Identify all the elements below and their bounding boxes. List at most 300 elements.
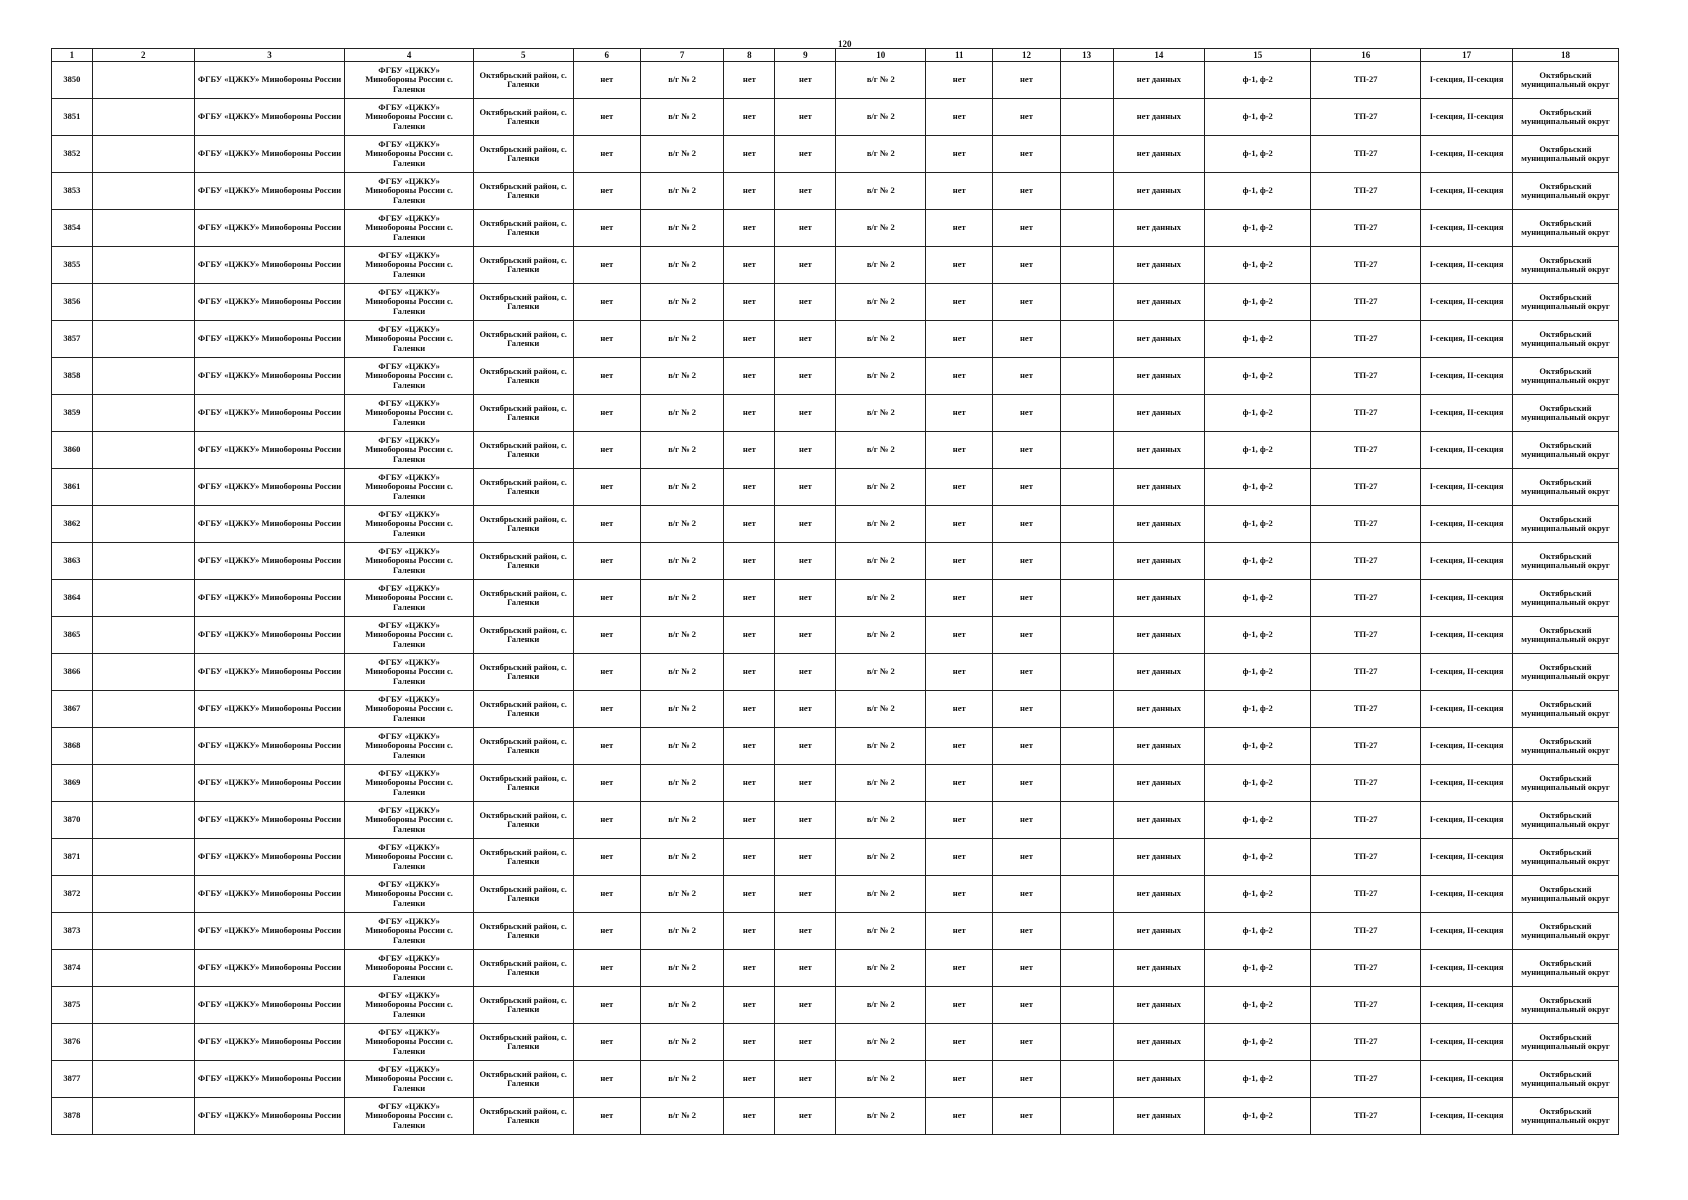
- holder-line-3: Галенки: [392, 897, 426, 908]
- col-14-cell: нет данных: [1113, 913, 1205, 950]
- holder-line-1: ФГБУ «ЦЖКУ»: [378, 1100, 440, 1111]
- col-17-cell: I-секция, II-секция: [1421, 395, 1513, 432]
- holder-line-3: Галенки: [392, 786, 426, 797]
- col-15-cell: ф-1, ф-2: [1205, 1098, 1311, 1135]
- row-number-cell: 3871: [52, 839, 93, 876]
- col-12-cell: нет: [993, 950, 1060, 987]
- column-header-9: 9: [775, 49, 836, 62]
- district-cell: Октябрьский муниципальный округ: [1512, 691, 1618, 728]
- holder-cell: [345, 950, 473, 987]
- holder-line-1: ФГБУ «ЦЖКУ»: [378, 101, 440, 112]
- district-cell: Октябрьский муниципальный округ: [1512, 876, 1618, 913]
- col-11-cell: нет: [926, 1061, 993, 1098]
- col-7-cell: в/г № 2: [640, 62, 724, 99]
- col-12-cell: нет: [993, 321, 1060, 358]
- row-number-cell: 3862: [52, 506, 93, 543]
- col-10-cell: в/г № 2: [836, 432, 926, 469]
- col-17-cell: I-секция, II-секция: [1421, 136, 1513, 173]
- col-8-cell: нет: [724, 765, 775, 802]
- owner-cell: ФГБУ «ЦЖКУ» Минобороны России: [194, 728, 345, 765]
- col-13-cell: [1060, 1024, 1113, 1061]
- holder-line-2: Минобороны России с.: [365, 333, 453, 344]
- holder-line-2: Минобороны России с.: [365, 296, 453, 307]
- col-2-cell: [92, 1098, 194, 1135]
- col-8-cell: нет: [724, 839, 775, 876]
- col-8-cell: нет: [724, 247, 775, 284]
- col-7-cell: в/г № 2: [640, 358, 724, 395]
- page-number: 120: [838, 39, 852, 49]
- col-2-cell: [92, 543, 194, 580]
- col-13-cell: [1060, 210, 1113, 247]
- district-cell: Октябрьский муниципальный округ: [1512, 1024, 1618, 1061]
- owner-cell: ФГБУ «ЦЖКУ» Минобороны России: [194, 99, 345, 136]
- holder-line-3: Галенки: [392, 268, 426, 279]
- table-row: [52, 765, 1619, 802]
- row-number-cell: 3853: [52, 173, 93, 210]
- owner-cell: ФГБУ «ЦЖКУ» Минобороны России: [194, 62, 345, 99]
- col-12-cell: нет: [993, 876, 1060, 913]
- holder-line-3: Галенки: [392, 971, 426, 982]
- col-6-cell: нет: [573, 395, 640, 432]
- col-15-cell: ф-1, ф-2: [1205, 691, 1311, 728]
- table-row: [52, 691, 1619, 728]
- col-16-cell: ТП-27: [1311, 543, 1421, 580]
- col-2-cell: [92, 247, 194, 284]
- table-row: [52, 950, 1619, 987]
- holder-line-3: Галенки: [392, 823, 426, 834]
- holder-line-1: ФГБУ «ЦЖКУ»: [378, 619, 440, 630]
- owner-cell: ФГБУ «ЦЖКУ» Минобороны России: [194, 876, 345, 913]
- holder-cell: [345, 432, 473, 469]
- holder-line-3: Галенки: [392, 1045, 426, 1056]
- col-10-cell: в/г № 2: [836, 950, 926, 987]
- col-7-cell: в/г № 2: [640, 543, 724, 580]
- address-cell: Октябрьский район, с. Галенки: [473, 1061, 573, 1098]
- col-13-cell: [1060, 580, 1113, 617]
- col-15-cell: ф-1, ф-2: [1205, 728, 1311, 765]
- col-11-cell: нет: [926, 210, 993, 247]
- owner-cell: ФГБУ «ЦЖКУ» Минобороны России: [194, 1024, 345, 1061]
- district-cell: Октябрьский муниципальный округ: [1512, 210, 1618, 247]
- row-number-cell: 3868: [52, 728, 93, 765]
- col-14-cell: нет данных: [1113, 247, 1205, 284]
- holder-line-1: ФГБУ «ЦЖКУ»: [378, 397, 440, 408]
- holder-line-2: Минобороны России с.: [365, 814, 453, 825]
- col-11-cell: нет: [926, 469, 993, 506]
- col-8-cell: нет: [724, 1098, 775, 1135]
- col-7-cell: в/г № 2: [640, 617, 724, 654]
- col-8-cell: нет: [724, 432, 775, 469]
- holder-line-2: Минобороны России с.: [365, 481, 453, 492]
- col-14-cell: нет данных: [1113, 987, 1205, 1024]
- col-17-cell: I-секция, II-секция: [1421, 1061, 1513, 1098]
- col-11-cell: нет: [926, 1024, 993, 1061]
- col-13-cell: [1060, 62, 1113, 99]
- holder-cell: [345, 506, 473, 543]
- owner-cell: ФГБУ «ЦЖКУ» Минобороны России: [194, 950, 345, 987]
- col-6-cell: нет: [573, 950, 640, 987]
- col-11-cell: нет: [926, 136, 993, 173]
- holder-line-2: Минобороны России с.: [365, 518, 453, 529]
- col-15-cell: ф-1, ф-2: [1205, 469, 1311, 506]
- col-6-cell: нет: [573, 654, 640, 691]
- col-10-cell: в/г № 2: [836, 987, 926, 1024]
- col-8-cell: нет: [724, 987, 775, 1024]
- col-15-cell: ф-1, ф-2: [1205, 99, 1311, 136]
- holder-cell: [345, 876, 473, 913]
- col-16-cell: ТП-27: [1311, 1024, 1421, 1061]
- col-16-cell: ТП-27: [1311, 173, 1421, 210]
- holder-line-1: ФГБУ «ЦЖКУ»: [378, 323, 440, 334]
- col-13-cell: [1060, 839, 1113, 876]
- col-17-cell: I-секция, II-секция: [1421, 432, 1513, 469]
- col-8-cell: нет: [724, 580, 775, 617]
- owner-cell: ФГБУ «ЦЖКУ» Минобороны России: [194, 839, 345, 876]
- table-row: [52, 62, 1619, 99]
- col-11-cell: нет: [926, 913, 993, 950]
- row-number-cell: 3874: [52, 950, 93, 987]
- col-9-cell: нет: [775, 839, 836, 876]
- holder-line-2: Минобороны России с.: [365, 851, 453, 862]
- col-10-cell: в/г № 2: [836, 395, 926, 432]
- row-number-cell: 3870: [52, 802, 93, 839]
- col-9-cell: нет: [775, 136, 836, 173]
- col-7-cell: в/г № 2: [640, 321, 724, 358]
- col-16-cell: ТП-27: [1311, 210, 1421, 247]
- register-table: [51, 48, 1619, 1135]
- holder-line-1: ФГБУ «ЦЖКУ»: [378, 360, 440, 371]
- col-17-cell: I-секция, II-секция: [1421, 654, 1513, 691]
- col-2-cell: [92, 1024, 194, 1061]
- col-2-cell: [92, 321, 194, 358]
- col-12-cell: нет: [993, 284, 1060, 321]
- col-11-cell: нет: [926, 987, 993, 1024]
- col-15-cell: ф-1, ф-2: [1205, 580, 1311, 617]
- holder-cell: [345, 765, 473, 802]
- col-11-cell: нет: [926, 617, 993, 654]
- owner-cell: ФГБУ «ЦЖКУ» Минобороны России: [194, 321, 345, 358]
- holder-line-3: Галенки: [392, 564, 426, 575]
- row-number-cell: 3859: [52, 395, 93, 432]
- col-10-cell: в/г № 2: [836, 839, 926, 876]
- holder-line-1: ФГБУ «ЦЖКУ»: [378, 693, 440, 704]
- col-16-cell: ТП-27: [1311, 247, 1421, 284]
- col-6-cell: нет: [573, 1061, 640, 1098]
- holder-line-1: ФГБУ «ЦЖКУ»: [378, 1026, 440, 1037]
- address-cell: Октябрьский район, с. Галенки: [473, 728, 573, 765]
- column-header-1: 1: [52, 49, 93, 62]
- col-13-cell: [1060, 765, 1113, 802]
- col-15-cell: ф-1, ф-2: [1205, 950, 1311, 987]
- holder-line-2: Минобороны России с.: [365, 259, 453, 270]
- col-10-cell: в/г № 2: [836, 173, 926, 210]
- col-16-cell: ТП-27: [1311, 765, 1421, 802]
- table-row: [52, 580, 1619, 617]
- col-7-cell: в/г № 2: [640, 506, 724, 543]
- address-cell: Октябрьский район, с. Галенки: [473, 432, 573, 469]
- column-header-10: 10: [836, 49, 926, 62]
- col-10-cell: в/г № 2: [836, 1061, 926, 1098]
- col-6-cell: нет: [573, 765, 640, 802]
- col-9-cell: нет: [775, 247, 836, 284]
- column-header-17: 17: [1421, 49, 1513, 62]
- address-cell: Октябрьский район, с. Галенки: [473, 1098, 573, 1135]
- district-cell: Октябрьский муниципальный округ: [1512, 802, 1618, 839]
- district-cell: Октябрьский муниципальный округ: [1512, 617, 1618, 654]
- holder-line-1: ФГБУ «ЦЖКУ»: [378, 841, 440, 852]
- col-16-cell: ТП-27: [1311, 99, 1421, 136]
- col-13-cell: [1060, 136, 1113, 173]
- address-cell: Октябрьский район, с. Галенки: [473, 284, 573, 321]
- holder-cell: [345, 1061, 473, 1098]
- col-15-cell: ф-1, ф-2: [1205, 358, 1311, 395]
- holder-line-3: Галенки: [392, 1119, 426, 1130]
- col-9-cell: нет: [775, 1098, 836, 1135]
- col-9-cell: нет: [775, 580, 836, 617]
- holder-cell: [345, 1024, 473, 1061]
- district-cell: Октябрьский муниципальный округ: [1512, 654, 1618, 691]
- owner-cell: ФГБУ «ЦЖКУ» Минобороны России: [194, 765, 345, 802]
- col-14-cell: нет данных: [1113, 210, 1205, 247]
- col-2-cell: [92, 1061, 194, 1098]
- holder-line-1: ФГБУ «ЦЖКУ»: [378, 545, 440, 556]
- district-cell: Октябрьский муниципальный округ: [1512, 62, 1618, 99]
- col-15-cell: ф-1, ф-2: [1205, 321, 1311, 358]
- holder-line-3: Галенки: [392, 490, 426, 501]
- address-cell: Октябрьский район, с. Галенки: [473, 358, 573, 395]
- col-12-cell: нет: [993, 728, 1060, 765]
- col-14-cell: нет данных: [1113, 543, 1205, 580]
- col-14-cell: нет данных: [1113, 654, 1205, 691]
- col-13-cell: [1060, 1061, 1113, 1098]
- col-15-cell: ф-1, ф-2: [1205, 506, 1311, 543]
- col-7-cell: в/г № 2: [640, 173, 724, 210]
- column-header-18: 18: [1512, 49, 1618, 62]
- col-11-cell: нет: [926, 506, 993, 543]
- address-cell: Октябрьский район, с. Галенки: [473, 802, 573, 839]
- col-17-cell: I-секция, II-секция: [1421, 173, 1513, 210]
- col-7-cell: в/г № 2: [640, 210, 724, 247]
- col-17-cell: I-секция, II-секция: [1421, 284, 1513, 321]
- holder-cell: [345, 321, 473, 358]
- col-11-cell: нет: [926, 432, 993, 469]
- holder-cell: [345, 210, 473, 247]
- district-cell: Октябрьский муниципальный округ: [1512, 469, 1618, 506]
- owner-cell: ФГБУ «ЦЖКУ» Минобороны России: [194, 136, 345, 173]
- table-row: [52, 395, 1619, 432]
- holder-cell: [345, 839, 473, 876]
- col-16-cell: ТП-27: [1311, 802, 1421, 839]
- col-9-cell: нет: [775, 950, 836, 987]
- col-15-cell: ф-1, ф-2: [1205, 543, 1311, 580]
- col-17-cell: I-секция, II-секция: [1421, 987, 1513, 1024]
- col-15-cell: ф-1, ф-2: [1205, 617, 1311, 654]
- owner-cell: ФГБУ «ЦЖКУ» Минобороны России: [194, 358, 345, 395]
- col-14-cell: нет данных: [1113, 691, 1205, 728]
- col-7-cell: в/г № 2: [640, 654, 724, 691]
- col-17-cell: I-секция, II-секция: [1421, 839, 1513, 876]
- col-10-cell: в/г № 2: [836, 691, 926, 728]
- row-number-cell: 3867: [52, 691, 93, 728]
- col-12-cell: нет: [993, 62, 1060, 99]
- col-10-cell: в/г № 2: [836, 358, 926, 395]
- col-17-cell: I-секция, II-секция: [1421, 617, 1513, 654]
- col-11-cell: нет: [926, 543, 993, 580]
- col-11-cell: нет: [926, 284, 993, 321]
- holder-line-3: Галенки: [392, 194, 426, 205]
- col-13-cell: [1060, 987, 1113, 1024]
- row-number-cell: 3855: [52, 247, 93, 284]
- col-2-cell: [92, 136, 194, 173]
- table-row: [52, 210, 1619, 247]
- col-17-cell: I-секция, II-секция: [1421, 1024, 1513, 1061]
- row-number-cell: 3876: [52, 1024, 93, 1061]
- col-17-cell: I-секция, II-секция: [1421, 765, 1513, 802]
- register-body: [52, 62, 1619, 1135]
- col-17-cell: I-секция, II-секция: [1421, 543, 1513, 580]
- col-9-cell: нет: [775, 358, 836, 395]
- col-7-cell: в/г № 2: [640, 99, 724, 136]
- address-cell: Октябрьский район, с. Галенки: [473, 247, 573, 284]
- holder-line-3: Галенки: [392, 1008, 426, 1019]
- holder-line-3: Галенки: [392, 416, 426, 427]
- col-14-cell: нет данных: [1113, 950, 1205, 987]
- col-13-cell: [1060, 321, 1113, 358]
- col-13-cell: [1060, 99, 1113, 136]
- holder-line-1: ФГБУ «ЦЖКУ»: [378, 952, 440, 963]
- col-6-cell: нет: [573, 173, 640, 210]
- column-header-14: 14: [1113, 49, 1205, 62]
- col-12-cell: нет: [993, 839, 1060, 876]
- col-14-cell: нет данных: [1113, 1024, 1205, 1061]
- col-2-cell: [92, 358, 194, 395]
- col-9-cell: нет: [775, 987, 836, 1024]
- owner-cell: ФГБУ «ЦЖКУ» Минобороны России: [194, 654, 345, 691]
- holder-line-3: Галенки: [392, 342, 426, 353]
- col-9-cell: нет: [775, 765, 836, 802]
- table-row: [52, 617, 1619, 654]
- address-cell: Октябрьский район, с. Галенки: [473, 654, 573, 691]
- holder-line-3: Галенки: [392, 83, 426, 94]
- owner-cell: ФГБУ «ЦЖКУ» Минобороны России: [194, 395, 345, 432]
- col-2-cell: [92, 728, 194, 765]
- col-8-cell: нет: [724, 1024, 775, 1061]
- col-11-cell: нет: [926, 321, 993, 358]
- owner-cell: ФГБУ «ЦЖКУ» Минобороны России: [194, 469, 345, 506]
- col-8-cell: нет: [724, 99, 775, 136]
- row-number-cell: 3875: [52, 987, 93, 1024]
- col-11-cell: нет: [926, 580, 993, 617]
- col-8-cell: нет: [724, 913, 775, 950]
- col-16-cell: ТП-27: [1311, 950, 1421, 987]
- column-header-2: 2: [92, 49, 194, 62]
- holder-cell: [345, 913, 473, 950]
- holder-cell: [345, 617, 473, 654]
- holder-line-2: Минобороны России с.: [365, 999, 453, 1010]
- col-13-cell: [1060, 506, 1113, 543]
- row-number-cell: 3857: [52, 321, 93, 358]
- table-row: [52, 99, 1619, 136]
- holder-line-1: ФГБУ «ЦЖКУ»: [378, 138, 440, 149]
- col-15-cell: ф-1, ф-2: [1205, 839, 1311, 876]
- holder-line-3: Галенки: [392, 1082, 426, 1093]
- address-cell: Октябрьский район, с. Галенки: [473, 580, 573, 617]
- col-7-cell: в/г № 2: [640, 802, 724, 839]
- col-8-cell: нет: [724, 395, 775, 432]
- table-row: [52, 654, 1619, 691]
- col-13-cell: [1060, 913, 1113, 950]
- holder-line-1: ФГБУ «ЦЖКУ»: [378, 175, 440, 186]
- col-15-cell: ф-1, ф-2: [1205, 284, 1311, 321]
- col-2-cell: [92, 691, 194, 728]
- district-cell: Октябрьский муниципальный округ: [1512, 173, 1618, 210]
- col-15-cell: ф-1, ф-2: [1205, 654, 1311, 691]
- row-number-cell: 3850: [52, 62, 93, 99]
- col-8-cell: нет: [724, 1061, 775, 1098]
- district-cell: Октябрьский муниципальный округ: [1512, 321, 1618, 358]
- col-9-cell: нет: [775, 876, 836, 913]
- holder-line-2: Минобороны России с.: [365, 592, 453, 603]
- holder-cell: [345, 654, 473, 691]
- column-header-16: 16: [1311, 49, 1421, 62]
- col-7-cell: в/г № 2: [640, 247, 724, 284]
- col-14-cell: нет данных: [1113, 876, 1205, 913]
- col-7-cell: в/г № 2: [640, 913, 724, 950]
- col-10-cell: в/г № 2: [836, 654, 926, 691]
- col-17-cell: I-секция, II-секция: [1421, 876, 1513, 913]
- row-number-cell: 3878: [52, 1098, 93, 1135]
- address-cell: Октябрьский район, с. Галенки: [473, 543, 573, 580]
- col-8-cell: нет: [724, 210, 775, 247]
- col-14-cell: нет данных: [1113, 99, 1205, 136]
- col-15-cell: ф-1, ф-2: [1205, 987, 1311, 1024]
- col-16-cell: ТП-27: [1311, 728, 1421, 765]
- holder-cell: [345, 247, 473, 284]
- table-row: [52, 913, 1619, 950]
- district-cell: Октябрьский муниципальный округ: [1512, 506, 1618, 543]
- holder-line-1: ФГБУ «ЦЖКУ»: [378, 915, 440, 926]
- col-13-cell: [1060, 654, 1113, 691]
- holder-cell: [345, 173, 473, 210]
- district-cell: Октябрьский муниципальный округ: [1512, 987, 1618, 1024]
- col-11-cell: нет: [926, 654, 993, 691]
- address-cell: Октябрьский район, с. Галенки: [473, 469, 573, 506]
- col-10-cell: в/г № 2: [836, 284, 926, 321]
- col-8-cell: нет: [724, 617, 775, 654]
- holder-line-2: Минобороны России с.: [365, 148, 453, 159]
- column-header-3: 3: [194, 49, 345, 62]
- row-number-cell: 3851: [52, 99, 93, 136]
- col-14-cell: нет данных: [1113, 839, 1205, 876]
- col-2-cell: [92, 765, 194, 802]
- col-2-cell: [92, 839, 194, 876]
- row-number-cell: 3854: [52, 210, 93, 247]
- holder-line-1: ФГБУ «ЦЖКУ»: [378, 989, 440, 1000]
- holder-line-2: Минобороны России с.: [365, 111, 453, 122]
- col-14-cell: нет данных: [1113, 173, 1205, 210]
- col-12-cell: нет: [993, 654, 1060, 691]
- column-number-header: [52, 49, 1619, 62]
- col-8-cell: нет: [724, 728, 775, 765]
- col-15-cell: ф-1, ф-2: [1205, 765, 1311, 802]
- col-11-cell: нет: [926, 1098, 993, 1135]
- col-9-cell: нет: [775, 506, 836, 543]
- holder-cell: [345, 987, 473, 1024]
- holder-line-2: Минобороны России с.: [365, 555, 453, 566]
- row-number-cell: 3861: [52, 469, 93, 506]
- table-row: [52, 173, 1619, 210]
- col-13-cell: [1060, 728, 1113, 765]
